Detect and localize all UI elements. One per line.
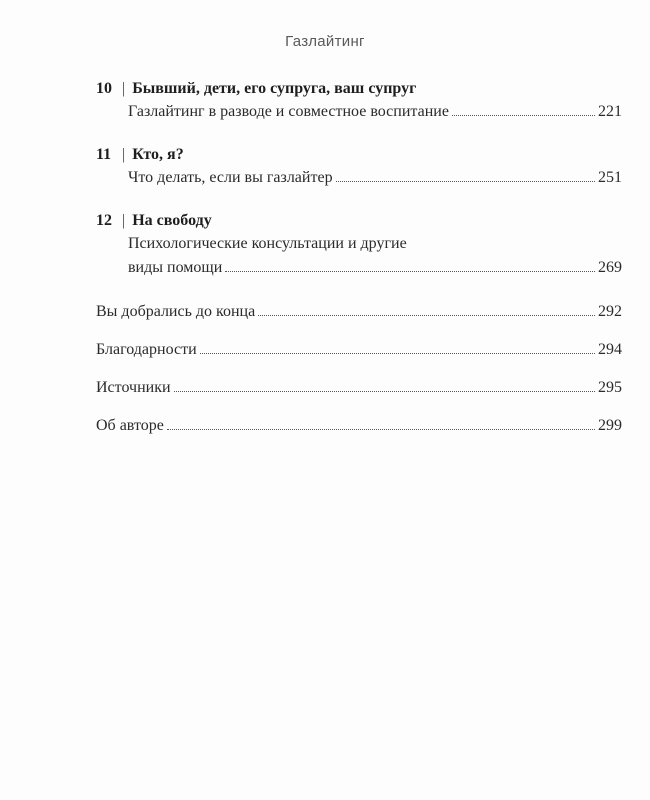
chapter-number: 10 <box>96 80 112 97</box>
chapter-separator: | <box>122 80 126 97</box>
chapter-heading <box>96 210 622 232</box>
toc-entry-sources[interactable] <box>96 376 622 400</box>
dot-leader <box>452 114 595 116</box>
chapter-title: Бывший, дети, его супруга, ваш супруг <box>132 80 417 97</box>
toc-entry-line[interactable] <box>96 166 622 190</box>
toc-entry-line[interactable] <box>96 256 622 280</box>
dot-leader <box>174 390 595 392</box>
chapter-heading <box>96 78 622 100</box>
entry-title: Источники <box>96 379 171 396</box>
chapter-subtitle-line: Психологические консультации и другие <box>128 235 407 252</box>
dot-leader <box>225 270 595 272</box>
chapter-subtitle: Что делать, если вы газлайтер <box>128 169 333 186</box>
entry-title: Об авторе <box>96 417 164 434</box>
toc-chapter-11 <box>96 144 622 190</box>
toc-entry-line[interactable] <box>96 100 622 124</box>
toc-chapter-10 <box>96 78 622 124</box>
chapter-number: 11 <box>96 146 112 163</box>
table-of-contents <box>96 78 622 452</box>
toc-entry-conclusion[interactable] <box>96 300 622 324</box>
chapter-title: Кто, я? <box>132 146 184 163</box>
page-number: 294 <box>598 341 622 358</box>
chapter-title: На свободу <box>132 212 212 229</box>
toc-entry-acknowledgements[interactable] <box>96 338 622 362</box>
page-number: 221 <box>598 103 622 120</box>
toc-entry-about-author[interactable] <box>96 414 622 438</box>
toc-chapter-12 <box>96 210 622 280</box>
dot-leader <box>258 314 595 316</box>
running-head: Газлайтинг <box>285 33 365 50</box>
chapter-separator: | <box>122 146 126 163</box>
page-number: 251 <box>598 169 622 186</box>
page-number: 292 <box>598 303 622 320</box>
chapter-number: 12 <box>96 212 112 229</box>
page-number: 299 <box>598 417 622 434</box>
chapter-subtitle: Газлайтинг в разводе и совместное воспитание <box>128 103 449 120</box>
dot-leader <box>200 352 595 354</box>
page-number: 269 <box>598 259 622 276</box>
dot-leader <box>336 180 595 182</box>
chapter-separator: | <box>122 212 126 229</box>
dot-leader <box>167 428 595 430</box>
chapter-subtitle: виды помощи <box>128 259 223 276</box>
chapter-heading <box>96 144 622 166</box>
page-number: 295 <box>598 379 622 396</box>
entry-title: Вы добрались до конца <box>96 303 256 320</box>
entry-title: Благодарности <box>96 341 197 358</box>
